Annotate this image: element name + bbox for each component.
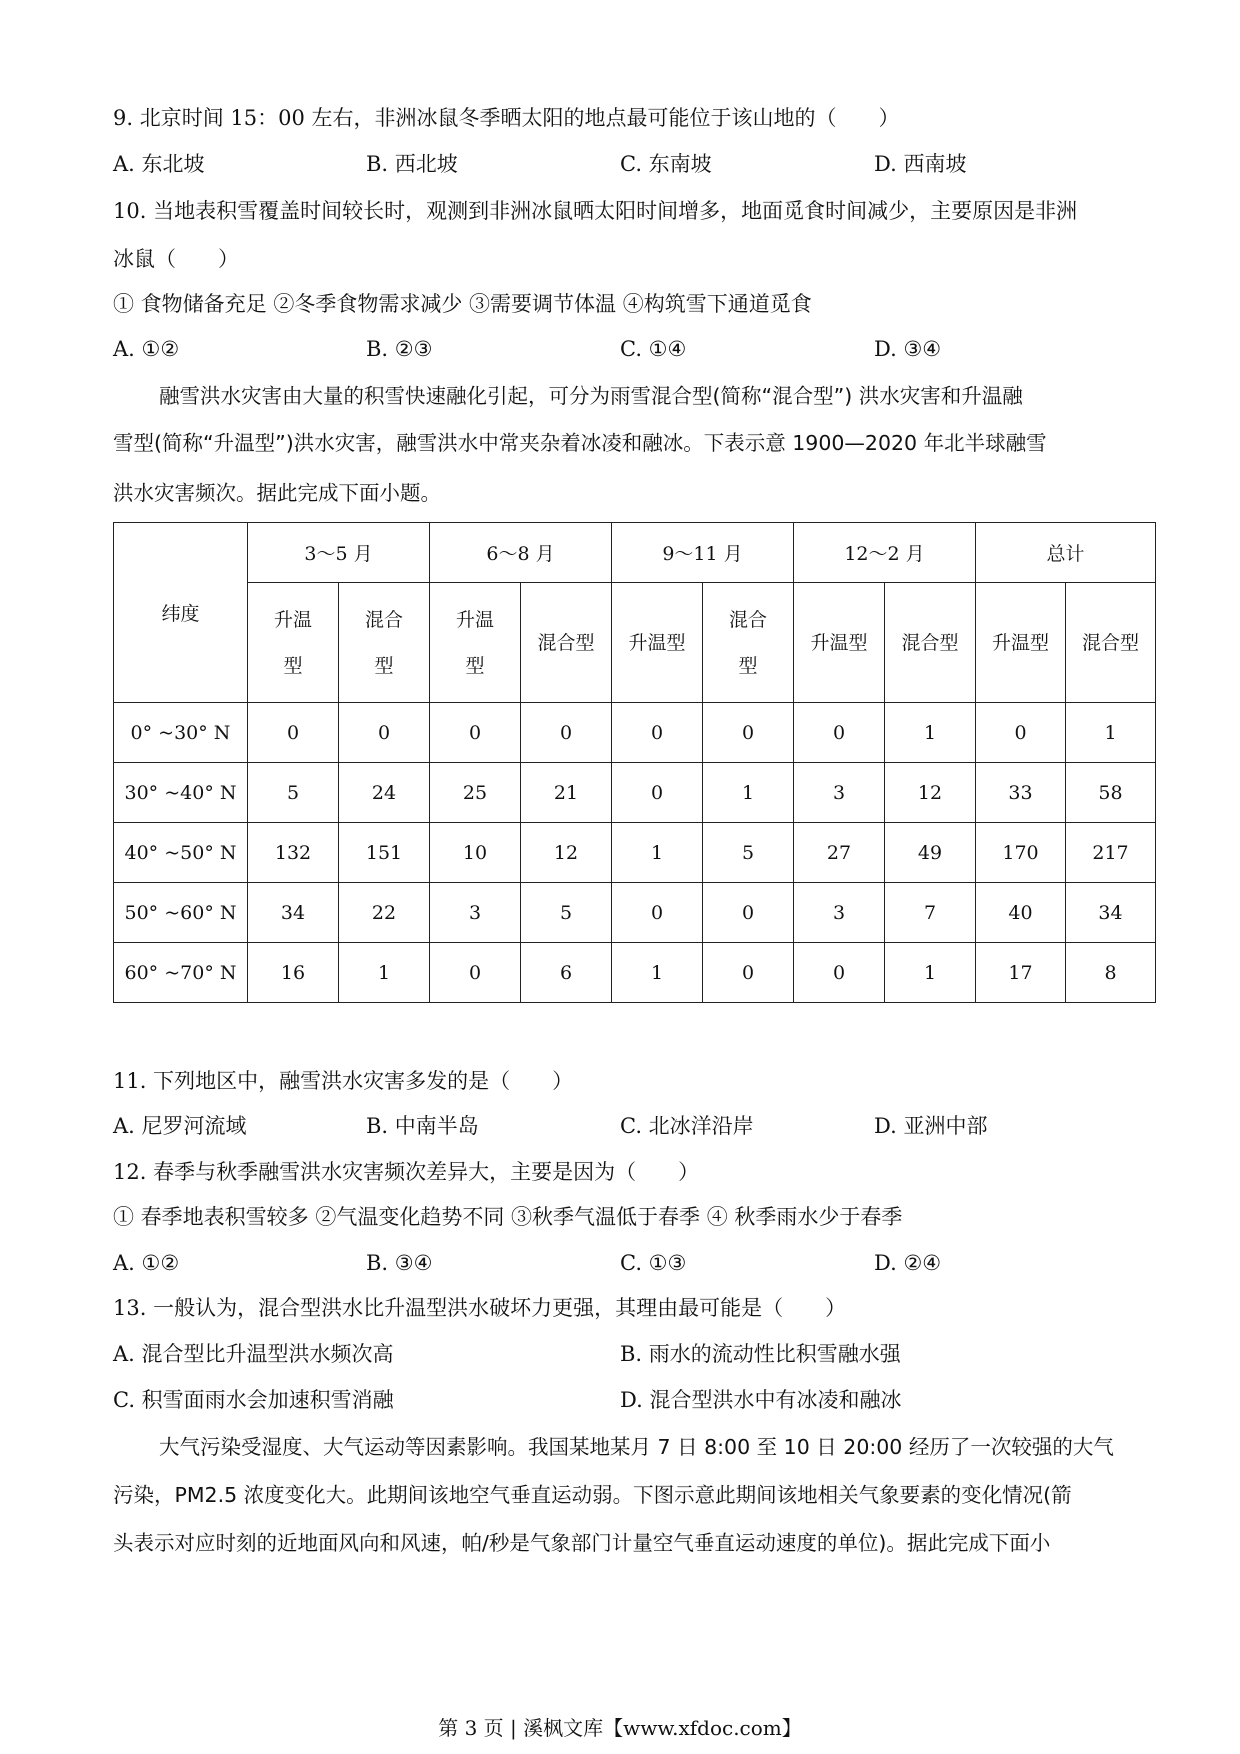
type-subheader: 升温 型 (248, 583, 339, 703)
q9-stem: 9. 北京时间 15：00 左右，非洲冰鼠冬季晒太阳的地点最可能位于该山地的（ ） (113, 106, 900, 130)
season-header: 6～8 月 (430, 523, 612, 583)
type-subheader: 混合型 (521, 583, 612, 703)
latitude-cell: 50° ~60° N (114, 883, 248, 943)
count-cell: 25 (430, 763, 521, 823)
count-cell: 0 (521, 703, 612, 763)
q12-stem: 12. 春季与秋季融雪洪水灾害频次差异大，主要是因为（ ） (113, 1160, 700, 1184)
q13-stem: 13. 一般认为，混合型洪水比升温型洪水破坏力更强，其理由最可能是（ ） (113, 1296, 847, 1320)
count-cell: 5 (703, 823, 794, 883)
count-cell: 21 (521, 763, 612, 823)
q9-option-a: A. 东北坡 (113, 152, 205, 176)
count-cell: 1 (703, 763, 794, 823)
count-cell: 1 (612, 823, 703, 883)
season-header: 9～11 月 (612, 523, 794, 583)
count-cell: 1 (612, 943, 703, 1003)
count-cell: 40 (976, 883, 1066, 943)
count-cell: 1 (885, 703, 976, 763)
type-subheader: 混合 型 (703, 583, 794, 703)
count-cell: 3 (794, 883, 885, 943)
latitude-cell: 40° ~50° N (114, 823, 248, 883)
count-cell: 24 (339, 763, 430, 823)
q13-option-a: A. 混合型比升温型洪水频次高 (113, 1342, 394, 1366)
q12-option-b: B. ③④ (366, 1251, 433, 1275)
count-cell: 0 (430, 703, 521, 763)
latitude-cell: 60° ~70° N (114, 943, 248, 1003)
season-header: 12～2 月 (794, 523, 976, 583)
q11-option-c: C. 北冰洋沿岸 (620, 1114, 754, 1138)
passage1-line1: 融雪洪水灾害由大量的积雪快速融化引起，可分为雨雪混合型(简称“混合型”) 洪水灾害和升温融 (159, 384, 1023, 408)
flood-frequency-table (113, 522, 1156, 1003)
type-subheader: 升温 型 (430, 583, 521, 703)
count-cell: 0 (794, 703, 885, 763)
q11-option-b: B. 中南半岛 (366, 1114, 479, 1138)
q12-items: ① 春季地表积雪较多 ②气温变化趋势不同 ③秋季气温低于春季 ④ 秋季雨水少于春季 (113, 1205, 903, 1229)
q13-option-c: C. 积雪面雨水会加速积雪消融 (113, 1388, 394, 1412)
count-cell: 22 (339, 883, 430, 943)
count-cell: 170 (976, 823, 1066, 883)
q9-option-d: D. 西南坡 (874, 152, 967, 176)
count-cell: 16 (248, 943, 339, 1003)
passage1-line3: 洪水灾害频次。据此完成下面小题。 (113, 481, 441, 505)
count-cell: 49 (885, 823, 976, 883)
type-subheader: 升温型 (612, 583, 703, 703)
q13-option-d: D. 混合型洪水中有冰凌和融冰 (620, 1388, 902, 1412)
passage2-line2: 污染，PM2.5 浓度变化大。此期间该地空气垂直运动弱。下图示意此期间该地相关气象要素的变化情况(箭 (113, 1483, 1072, 1507)
q10-option-c: C. ①④ (620, 337, 687, 361)
latitude-cell: 30° ~40° N (114, 763, 248, 823)
q10-stem-line2: 冰鼠（ ） (113, 247, 239, 271)
type-subheader: 升温型 (976, 583, 1066, 703)
q12-option-d: D. ②④ (874, 1251, 942, 1275)
count-cell: 0 (339, 703, 430, 763)
count-cell: 33 (976, 763, 1066, 823)
count-cell: 217 (1066, 823, 1156, 883)
q10-option-b: B. ②③ (366, 337, 433, 361)
type-subheader: 混合型 (1066, 583, 1156, 703)
count-cell: 1 (885, 943, 976, 1003)
latitude-cell: 0° ~30° N (114, 703, 248, 763)
q10-items: ① 食物储备充足 ②冬季食物需求减少 ③需要调节体温 ④构筑雪下通道觅食 (113, 292, 812, 316)
season-header: 总计 (976, 523, 1156, 583)
count-cell: 17 (976, 943, 1066, 1003)
table-header-row-seasons (114, 523, 1156, 583)
q10-option-a: A. ①② (113, 337, 180, 361)
count-cell: 34 (1066, 883, 1156, 943)
table-corner-header: 纬度 (114, 523, 248, 703)
count-cell: 1 (1066, 703, 1156, 763)
count-cell: 5 (248, 763, 339, 823)
count-cell: 0 (794, 943, 885, 1003)
count-cell: 0 (703, 883, 794, 943)
type-subheader: 升温型 (794, 583, 885, 703)
count-cell: 3 (794, 763, 885, 823)
count-cell: 10 (430, 823, 521, 883)
q13-option-b: B. 雨水的流动性比积雪融水强 (620, 1342, 901, 1366)
count-cell: 58 (1066, 763, 1156, 823)
type-subheader: 混合型 (885, 583, 976, 703)
count-cell: 12 (521, 823, 612, 883)
count-cell: 1 (339, 943, 430, 1003)
page-footer: 第 3 页 | 溪枫文库【www.xfdoc.com】 (438, 1716, 802, 1740)
count-cell: 27 (794, 823, 885, 883)
count-cell: 0 (248, 703, 339, 763)
count-cell: 12 (885, 763, 976, 823)
table-row (114, 883, 1156, 943)
table-row (114, 703, 1156, 763)
table-row (114, 823, 1156, 883)
count-cell: 0 (612, 883, 703, 943)
count-cell: 8 (1066, 943, 1156, 1003)
table-body (114, 703, 1156, 1003)
q11-option-d: D. 亚洲中部 (874, 1114, 988, 1138)
count-cell: 7 (885, 883, 976, 943)
table-header-row-types (114, 583, 1156, 703)
count-cell: 0 (976, 703, 1066, 763)
count-cell: 151 (339, 823, 430, 883)
table-row (114, 763, 1156, 823)
q9-option-b: B. 西北坡 (366, 152, 458, 176)
passage1-line2: 雪型(简称“升温型”)洪水灾害，融雪洪水中常夹杂着冰凌和融冰。下表示意 1900—2020 年北半球融雪 (113, 431, 1047, 455)
count-cell: 34 (248, 883, 339, 943)
count-cell: 0 (703, 703, 794, 763)
count-cell: 5 (521, 883, 612, 943)
q12-option-c: C. ①③ (620, 1251, 687, 1275)
q9-option-c: C. 东南坡 (620, 152, 712, 176)
passage2-line1: 大气污染受湿度、大气运动等因素影响。我国某地某月 7 日 8:00 至 10 日 20:00 经历了一次较强的大气 (159, 1435, 1114, 1459)
q11-stem: 11. 下列地区中，融雪洪水灾害多发的是（ ） (113, 1069, 574, 1093)
count-cell: 0 (612, 703, 703, 763)
count-cell: 0 (703, 943, 794, 1003)
type-subheader: 混合 型 (339, 583, 430, 703)
count-cell: 132 (248, 823, 339, 883)
count-cell: 0 (430, 943, 521, 1003)
passage2-line3: 头表示对应时刻的近地面风向和风速，帕/秒是气象部门计量空气垂直运动速度的单位)。据此完成下面小 (113, 1531, 1051, 1555)
count-cell: 3 (430, 883, 521, 943)
q10-option-d: D. ③④ (874, 337, 942, 361)
q11-option-a: A. 尼罗河流域 (113, 1114, 247, 1138)
table-row (114, 943, 1156, 1003)
count-cell: 6 (521, 943, 612, 1003)
season-header: 3～5 月 (248, 523, 430, 583)
q12-option-a: A. ①② (113, 1251, 180, 1275)
count-cell: 0 (612, 763, 703, 823)
q10-stem-line1: 10. 当地表积雪覆盖时间较长时，观测到非洲冰鼠晒太阳时间增多，地面觅食时间减少，主要原因是非洲 (113, 199, 1078, 223)
